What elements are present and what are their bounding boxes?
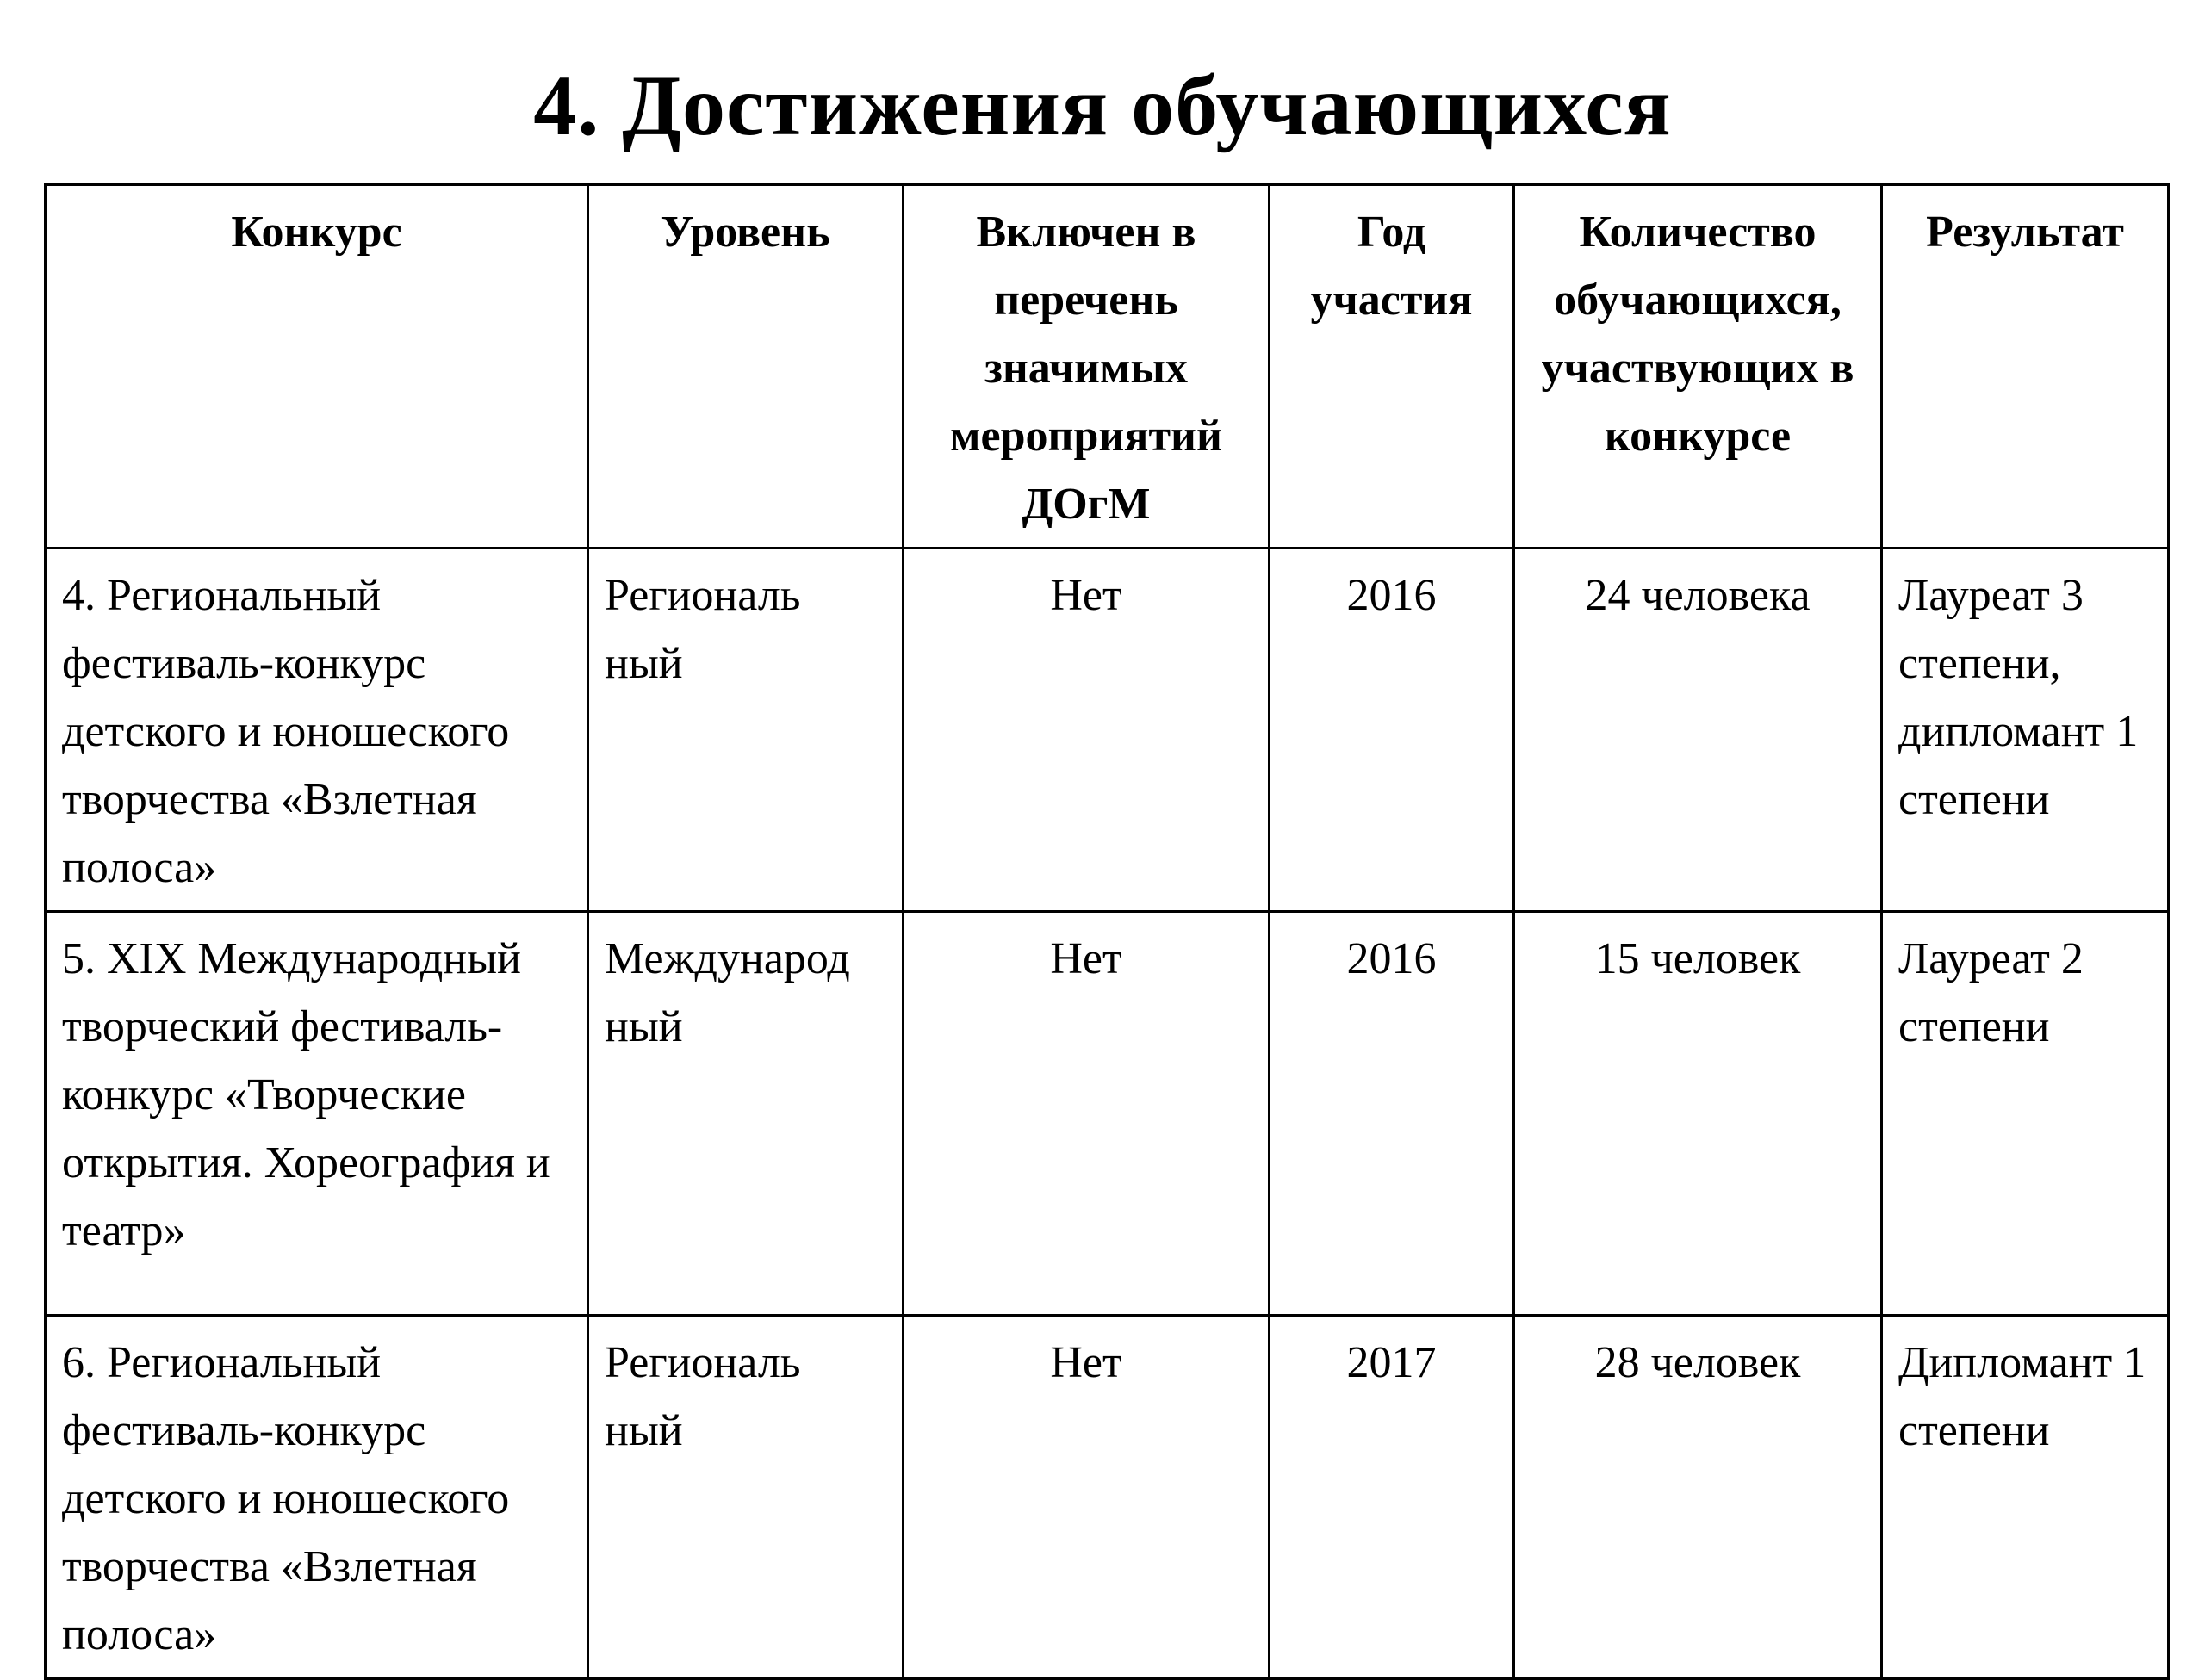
cell-participants: 15 человек [1514,912,1882,1316]
cell-participants: 28 человек [1514,1316,1882,1679]
cell-participants: 24 человека [1514,549,1882,912]
page-title: 4. Достижения обучающихся [533,58,1672,153]
cell-included: Нет [904,1316,1270,1679]
cell-year: 2017 [1270,1316,1514,1679]
cell-result: Дипломант 1 степени [1882,1316,2169,1679]
table-header-row [46,185,2169,549]
table-row [46,1316,2169,1679]
cell-level: Международ ный [588,912,904,1316]
cell-contest: 5. XIX Международный творческий фестиваль-конкурс «Творческие открытия. Хореография и театр» [46,912,588,1316]
column-header-year: Год участия [1270,185,1514,549]
cell-included: Нет [904,549,1270,912]
cell-result: Лауреат 2 степени [1882,912,2169,1316]
table-row [46,549,2169,912]
cell-year: 2016 [1270,912,1514,1316]
column-header-level: Уровень [588,185,904,549]
cell-level: Региональ ный [588,549,904,912]
cell-included: Нет [904,912,1270,1316]
cell-level: Региональ ный [588,1316,904,1679]
column-header-result: Результат [1882,185,2169,549]
cell-year: 2016 [1270,549,1514,912]
cell-contest: 4. Региональный фестиваль-конкурс детского и юношеского творчества «Взлетная полоса» [46,549,588,912]
cell-result: Лауреат 3 степени, дипломант 1 степени [1882,549,2169,912]
column-header-participants: Количество обучающихся, участвующих в конкурсе [1514,185,1882,549]
column-header-included: Включен в перечень значимых мероприятий ДОгМ [904,185,1270,549]
column-header-contest: Конкурс [46,185,588,549]
achievements-table [44,183,2170,1680]
cell-contest: 6. Региональный фестиваль-конкурс детского и юношеского творчества «Взлетная полоса» [46,1316,588,1679]
table-row [46,912,2169,1316]
